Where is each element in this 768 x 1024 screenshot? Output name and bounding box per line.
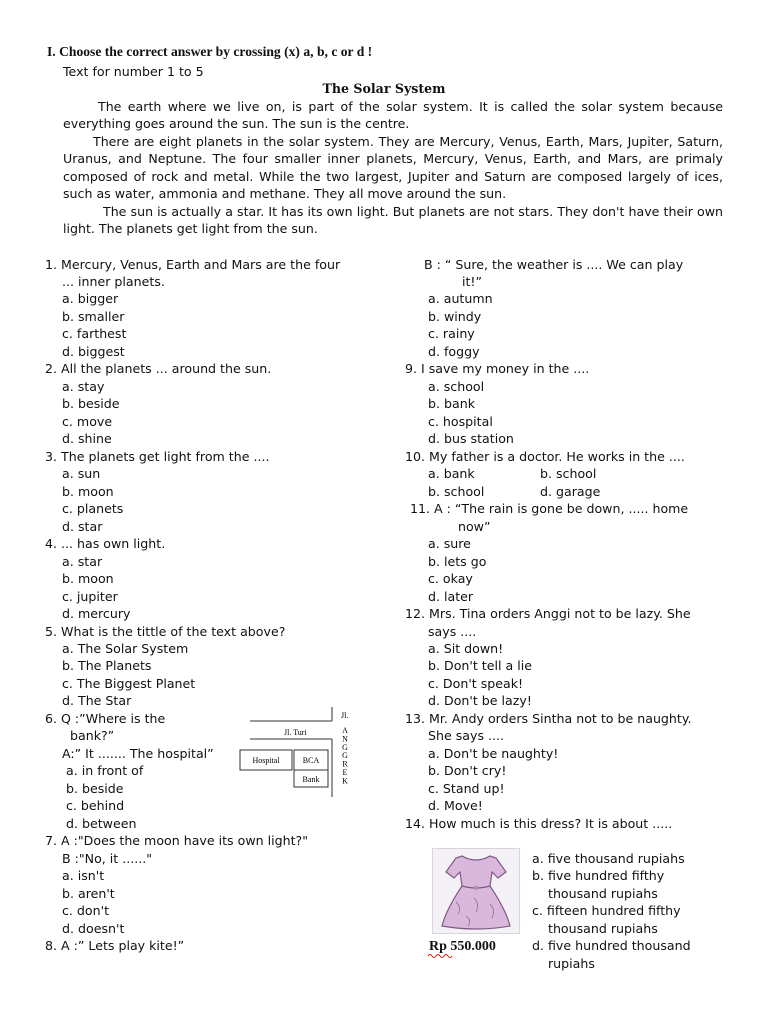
option[interactable]: d. garage bbox=[540, 484, 601, 499]
passage-paragraph-3: The sun is actually a star. It has its own light. But planets are not stars. They don't have their own light. The planets get light from the sun. bbox=[63, 204, 723, 237]
option[interactable]: c. don't bbox=[62, 903, 110, 918]
option[interactable]: a. in front of bbox=[66, 763, 144, 778]
option-cont: thousand rupiahs bbox=[548, 886, 658, 901]
option[interactable]: d. later bbox=[428, 589, 474, 604]
option[interactable]: b. beside bbox=[66, 781, 124, 796]
option[interactable]: d. Don't be lazy! bbox=[428, 693, 532, 708]
option[interactable]: d. five hundred thousand bbox=[532, 938, 691, 953]
question-7: 7. A :"Does the moon have its own light?" bbox=[45, 833, 309, 848]
option[interactable]: b. The Planets bbox=[62, 658, 152, 673]
bca-label: BCA bbox=[302, 756, 320, 765]
option[interactable]: b. moon bbox=[62, 571, 114, 586]
question-11: 11. A : “The rain is gone be down, ..... home bbox=[410, 501, 689, 516]
option[interactable]: a. Don't be naughty! bbox=[428, 746, 559, 761]
question-12-cont: says .... bbox=[428, 624, 477, 639]
hospital-label: Hospital bbox=[252, 756, 280, 765]
question-7-cont: B :"No, it ......" bbox=[62, 851, 153, 866]
option[interactable]: b. aren't bbox=[62, 886, 115, 901]
option[interactable]: d. bus station bbox=[428, 431, 514, 446]
spellcheck-underline bbox=[428, 953, 452, 958]
street-side-letter: R bbox=[342, 759, 348, 769]
option[interactable]: a. stay bbox=[62, 379, 105, 394]
option[interactable]: a. star bbox=[62, 554, 103, 569]
option[interactable]: b. windy bbox=[428, 309, 482, 324]
street-side-short-label: Jl. bbox=[341, 711, 349, 720]
option[interactable]: b. five hundred fifthy bbox=[532, 868, 665, 883]
question-4: 4. ... has own light. bbox=[45, 536, 166, 551]
question-5: 5. What is the tittle of the text above? bbox=[45, 624, 286, 639]
price-tag: Rp 550.000 bbox=[429, 939, 496, 954]
question-13: 13. Mr. Andy orders Sintha not to be naughty. bbox=[405, 711, 692, 726]
passage-paragraph-2: There are eight planets in the solar system. They are Mercury, Venus, Earth, Mars, Jupiter, Saturn, Uranus, and Neptune. The four smaller inner planets, Mercury, Venus, Earth, and Mars, are primaly composed of rock and metal. While the two largest, Jupiter and Saturn are composed largely of ices, such as water, ammonia and methane. They all move around the sun. bbox=[63, 134, 723, 202]
dress-image bbox=[432, 848, 520, 934]
option[interactable]: c. behind bbox=[66, 798, 125, 813]
option[interactable]: c. okay bbox=[428, 571, 473, 586]
option[interactable]: a. Sit down! bbox=[428, 641, 504, 656]
option[interactable]: a. bank bbox=[428, 466, 475, 481]
option[interactable]: c. The Biggest Planet bbox=[62, 676, 196, 691]
option[interactable]: d. star bbox=[62, 519, 103, 534]
option[interactable]: d. mercury bbox=[62, 606, 131, 621]
option[interactable]: a. school bbox=[428, 379, 485, 394]
option[interactable]: c. planets bbox=[62, 501, 124, 516]
question-8-response: B : “ Sure, the weather is .... We can play bbox=[424, 257, 684, 272]
question-6-cont: bank?” bbox=[70, 728, 115, 743]
option[interactable]: c. move bbox=[62, 414, 113, 429]
street-top-label: Jl. Turi bbox=[284, 728, 307, 737]
option[interactable]: c. Stand up! bbox=[428, 781, 505, 796]
option[interactable]: d. foggy bbox=[428, 344, 480, 359]
option[interactable]: b. school bbox=[428, 484, 485, 499]
option[interactable]: a. sure bbox=[428, 536, 471, 551]
option[interactable]: c. fifteen hundred fifthy bbox=[532, 903, 681, 918]
question-6: 6. Q :”Where is the bbox=[45, 711, 166, 726]
option[interactable]: b. Don't tell a lie bbox=[428, 658, 532, 673]
option[interactable]: b. school bbox=[540, 466, 597, 481]
option[interactable]: b. smaller bbox=[62, 309, 125, 324]
option[interactable]: c. Don't speak! bbox=[428, 676, 524, 691]
option[interactable]: d. Move! bbox=[428, 798, 483, 813]
question-8-response-cont: it!” bbox=[462, 274, 483, 289]
street-side-letter: N bbox=[342, 734, 348, 744]
option[interactable]: c. jupiter bbox=[62, 589, 118, 604]
question-1-cont: ... inner planets. bbox=[62, 274, 165, 289]
question-2: 2. All the planets ... around the sun. bbox=[45, 361, 272, 376]
option[interactable]: c. hospital bbox=[428, 414, 493, 429]
option[interactable]: a. isn't bbox=[62, 868, 105, 883]
question-11-cont: now” bbox=[458, 519, 491, 534]
option[interactable]: c. rainy bbox=[428, 326, 475, 341]
question-14: 14. How much is this dress? It is about ..... bbox=[405, 816, 673, 831]
option[interactable]: a. autumn bbox=[428, 291, 493, 306]
option[interactable]: b. bank bbox=[428, 396, 475, 411]
option[interactable]: b. lets go bbox=[428, 554, 487, 569]
option-cont: thousand rupiahs bbox=[548, 921, 658, 936]
street-side-letter: E bbox=[342, 768, 348, 777]
option[interactable]: c. farthest bbox=[62, 326, 127, 341]
option[interactable]: d. shine bbox=[62, 431, 112, 446]
bank-label: Bank bbox=[302, 775, 320, 784]
option[interactable]: a. sun bbox=[62, 466, 101, 481]
question-9: 9. I save my money in the .... bbox=[405, 361, 590, 376]
option[interactable]: d. doesn't bbox=[62, 921, 125, 936]
question-12: 12. Mrs. Tina orders Anggi not to be lazy. She bbox=[405, 606, 691, 621]
street-side-letter: G bbox=[342, 742, 348, 752]
text-note: Text for number 1 to 5 bbox=[63, 64, 204, 79]
question-3: 3. The planets get light from the .... bbox=[45, 449, 270, 464]
option[interactable]: b. beside bbox=[62, 396, 120, 411]
question-6-answer-line: A:” It ....... The hospital” bbox=[62, 746, 214, 761]
option[interactable]: b. moon bbox=[62, 484, 114, 499]
street-side-letter: G bbox=[342, 751, 348, 761]
question-1: 1. Mercury, Venus, Earth and Mars are the four bbox=[45, 257, 341, 272]
street-map-diagram bbox=[236, 705, 362, 797]
option[interactable]: d. between bbox=[66, 816, 137, 831]
passage-paragraph-1: The earth where we live on, is part of the solar system. It is called the solar system because everything goes around the sun. The sun is the centre. bbox=[63, 99, 723, 132]
street-side-letter: K bbox=[342, 776, 348, 786]
option[interactable]: d. biggest bbox=[62, 344, 125, 359]
question-8: 8. A :” Lets play kite!” bbox=[45, 938, 185, 953]
option-cont: rupiahs bbox=[548, 956, 595, 971]
passage-title: The Solar System bbox=[322, 81, 446, 96]
street-side-letter: A bbox=[342, 726, 348, 735]
option[interactable]: a. bigger bbox=[62, 291, 119, 306]
instruction: I. Choose the correct answer by crossing (x) a, b, c or d ! bbox=[47, 44, 373, 59]
question-10: 10. My father is a doctor. He works in the .... bbox=[405, 449, 685, 464]
option[interactable]: a. five thousand rupiahs bbox=[532, 851, 685, 866]
option[interactable]: a. The Solar System bbox=[62, 641, 189, 656]
option[interactable]: d. The Star bbox=[62, 693, 132, 708]
street-side-vertical-label bbox=[342, 726, 348, 785]
option[interactable]: b. Don't cry! bbox=[428, 763, 507, 778]
question-13-cont: She says .... bbox=[428, 728, 505, 743]
